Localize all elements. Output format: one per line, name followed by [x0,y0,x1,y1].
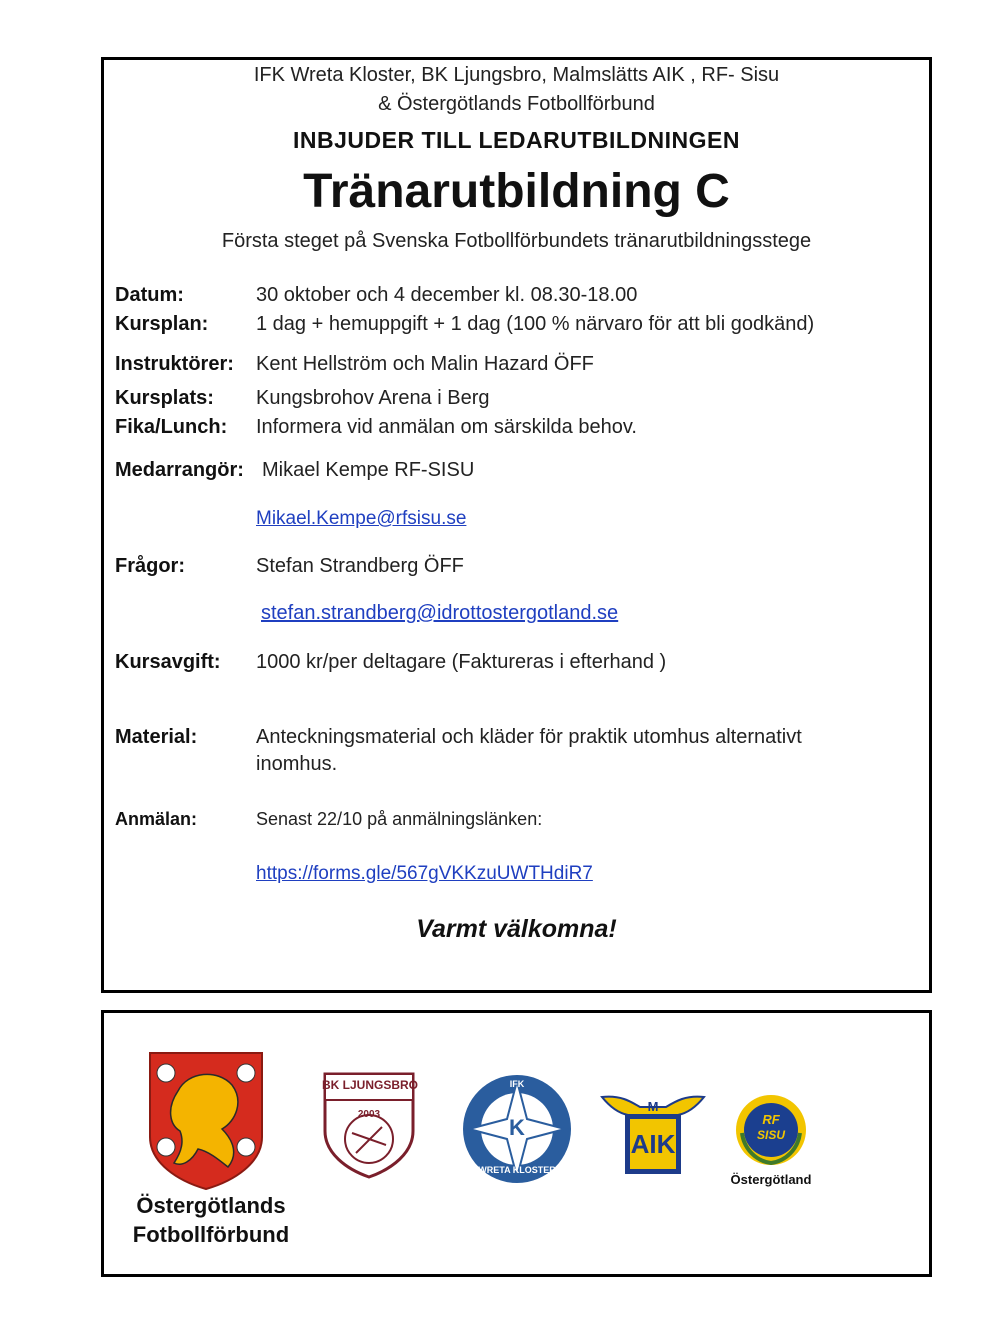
instruktorer-label: Instruktörer: [115,353,234,375]
invite-heading: INBJUDER TILL LEDARUTBILDNINGEN [293,127,740,153]
sisu-text: SISU [756,1128,785,1142]
organizers-line1: IFK Wreta Kloster, BK Ljungsbro, Malmslätts AIK , RF- Sisu [253,64,780,86]
datum-label: Datum: [115,284,184,306]
fika-value: Informera vid anmälan om särskilda behov. [256,416,637,438]
organizers-line2: & Östergötlands Fotbollförbund [378,93,655,115]
medarrangor-label: Medarrangör: [115,459,244,481]
aik-m-text: M [647,1099,659,1114]
fragor-value: Stefan Strandberg ÖFF [256,555,464,577]
bk-ljungsbro-year: 2003 [357,1109,381,1120]
anmalan-link[interactable]: https://forms.gle/567gVKKzuUWTHdiR7 [256,863,593,884]
off-name-line2: Fotbollförbund [132,1222,290,1247]
fragor-label: Frågor: [115,555,185,577]
rf-sisu-logo [734,1093,808,1167]
off-name-line1: Östergötlands [136,1193,286,1218]
kursplan-value: 1 dag + hemuppgift + 1 dag (100 % närvaro för att bli godkänd) [256,313,815,335]
kursplats-label: Kursplats: [115,387,214,409]
fika-label: Fika/Lunch: [115,416,228,438]
material-label: Material: [115,726,198,748]
anmalan-label: Anmälan: [115,809,198,829]
anmalan-value: Senast 22/10 på anmälningslänken: [256,809,543,829]
kursavgift-value: 1000 kr/per deltagare (Faktureras i efterhand ) [256,651,667,673]
wreta-letter: K [509,1115,525,1140]
ifk-wreta-kloster-logo [461,1073,573,1185]
bk-ljungsbro-text: BK LJUNGSBRO [322,1078,419,1092]
kursavgift-label: Kursavgift: [115,651,221,673]
invitation-card [101,57,932,993]
subtitle: Första steget på Svenska Fotbollförbundets tränarutbildningsstege [221,230,812,252]
kursplan-label: Kursplan: [115,313,209,335]
medarrangor-value: Mikael Kempe RF-SISU [262,459,475,481]
material-value-line2: inomhus. [256,753,338,775]
material-value-line1: Anteckningsmaterial och kläder för praktik utomhus alternativt [256,726,802,748]
wreta-kloster-text: WRETA KLOSTER [478,1165,556,1175]
sponsor-logos [101,1010,932,1277]
instruktorer-value: Kent Hellström och Malin Hazard ÖFF [256,353,594,375]
closing-text: Varmt välkomna! [416,915,617,943]
medarrangor-email-link[interactable]: Mikael.Kempe@rfsisu.se [256,508,467,529]
kursplats-value: Kungsbrohov Arena i Berg [256,387,490,409]
ifk-text: IFK [509,1079,525,1089]
fragor-email-link[interactable]: stefan.strandberg@idrottostergotland.se [261,602,619,624]
rf-text: RF [762,1112,780,1127]
off-shield-logo [148,1051,264,1191]
malmslatts-aik-logo [600,1093,706,1177]
rf-region-text: Östergötland [730,1172,812,1187]
aik-text: AIK [630,1129,676,1159]
bk-ljungsbro-logo [322,1071,419,1181]
page-title: Tränarutbildning C [303,165,730,218]
datum-value: 30 oktober och 4 december kl. 08.30-18.00 [256,284,638,306]
